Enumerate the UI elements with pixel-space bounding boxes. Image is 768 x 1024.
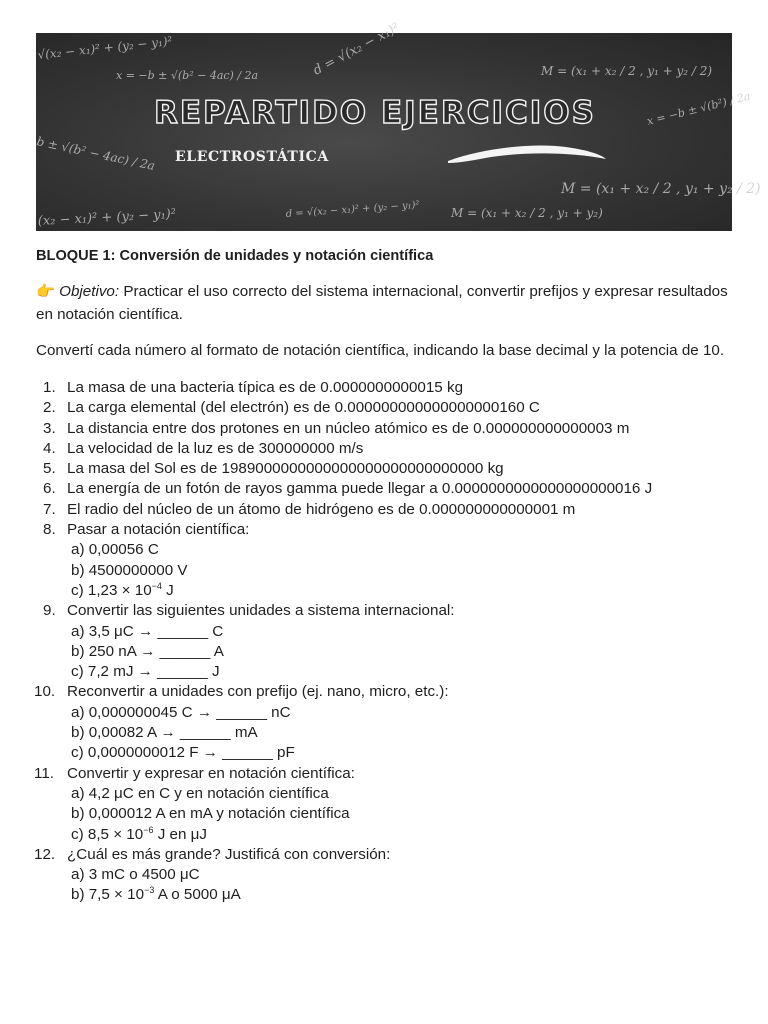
exercise-subitem: c) 0,0000000012 F → ______ pF [71,744,295,762]
formula-4: M = (x₁ + x₂ / 2 , y₁ + y₂ / 2) [541,64,713,78]
exercise-subitem: a) 0,00056 C [71,541,159,559]
banner-subtitle: ELECTROSTÁTICA [175,149,329,165]
exercise-text: El radio del núcleo de un átomo de hidrógeno es de 0.000000000000001 m [67,500,576,518]
document-body [36,246,736,906]
formula-2: x = −b ± √(b² − 4ac) / 2a [116,69,259,82]
exercise-text: Convertir las siguientes unidades a sistema internacional: [67,602,455,620]
exercise-item [36,520,736,601]
exercise-subitem: b) 0,00082 A → ______ mA [71,724,258,742]
formula-9: d = √(x₂ − x₁)² + (y₂ − y₁)² [285,199,420,220]
exercise-subitem: b) 250 nA → ______ A [71,642,224,660]
exercise-subitem: b) $7,5 \times 10^{-3}$ A o 5000 μA [71,885,241,904]
objective-label: Objetivo: [59,283,120,300]
exercise-item [36,845,736,906]
exercise-number: 7. [43,500,56,518]
exercise-item [36,479,736,499]
exercise-text: La masa de una bacteria típica es de 0.0000000000015 kg [67,379,464,396]
exercise-text: Reconvertir a unidades con prefijo (ej. nano, micro, etc.): [67,683,449,701]
instruction-paragraph: Convertí cada número al formato de notación científica, indicando la base decimal y la potencia de 10. [36,342,725,359]
exercise-item [36,378,736,398]
section-heading: BLOQUE 1: Conversión de unidades y notación científica [36,248,434,264]
exercise-text: Convertir y expresar en notación científica: [67,764,355,782]
exercise-number: 9. [43,602,56,620]
exercise-number: 12. [34,845,56,863]
chalk-swoosh [448,146,606,163]
exercise-list [36,378,736,906]
exercise-text: ¿Cuál es más grande? Justificá con conversión: [67,845,391,863]
exercise-subitem: b) 0,000012 A en mA y notación científica [71,805,350,823]
exercise-item [36,500,736,520]
formula-1: √(x₂ − x₁)² + (y₂ − y₁)² [36,33,173,62]
objective-text: Practicar el uso correcto del sistema internacional, convertir prefijos y expresar resultados en notación científica. [36,283,728,323]
objective-paragraph [36,280,736,326]
pointing-hand-icon: 👉 [36,283,55,300]
exercise-text: La velocidad de la luz es de 300000000 m/s [67,439,364,457]
exercise-subitem: c) $1,23 \times 10^{-4}$ J [71,580,174,599]
exercise-number: 2. [43,399,56,417]
exercise-text: La masa del Sol es de 1989000000000000000000000000000 kg [67,460,504,478]
formula-3: d = √(x₂ − x₁)² [310,20,403,79]
exercise-subitem: c) 7,2 mJ → ______ J [71,663,220,681]
exercise-text: Pasar a notación científica: [67,521,250,539]
banner-title: REPARTIDO EJERCICIOS [154,95,596,131]
exercise-number: 5. [43,460,56,478]
exercise-subitem: a) 4,2 μC en C y en notación científica [71,784,329,802]
exercise-item [36,601,736,682]
exercise-number: 11. [34,764,54,782]
exercise-subitem: c) $8,5 \times 10^{-6}$ J en μJ [71,824,207,843]
exercise-number: 8. [43,521,56,539]
header-banner [35,20,761,231]
exercise-item [36,764,736,845]
exercise-number: 1. [43,379,56,396]
exercise-subitem: a) 0,000000045 C → ______ nC [71,703,291,721]
exercise-number: 4. [43,439,56,457]
exercise-subitem: a) 3,5 μC → ______ C [71,622,224,640]
formula-5: x = −b ± √(b²) / 2a [645,89,752,128]
chalkboard-formulas [35,20,761,231]
exercise-number: 6. [43,480,56,498]
exercise-subitem: a) 3 mC o 4500 μC [71,866,200,884]
exercise-number: 3. [43,419,56,437]
exercise-number: 10. [34,683,56,701]
exercise-item [36,419,736,439]
exercise-text: La carga elemental (del electrón) es de 0.000000000000000000160 C [67,399,540,417]
formula-7: M = (x₁ + x₂ / 2 , y₁ + y₂ / 2) [561,181,761,197]
exercise-item [36,439,736,459]
exercise-text: La distancia entre dos protones en un núcleo atómico es de 0.000000000000003 m [67,419,630,437]
formula-6: b ± √(b² − 4ac) / 2a [35,134,157,173]
exercise-item [36,398,736,418]
exercise-subitem: b) 4500000000 V [71,561,188,579]
exercise-text: La energía de un fotón de rayos gamma puede llegar a 0.0000000000000000000016 J [67,480,653,498]
exercise-item [36,459,736,479]
exercise-item [36,682,736,763]
formula-10: M = (x₁ + x₂ / 2 , y₁ + y₂) [451,206,603,220]
formula-8: (x₂ − x₁)² + (y₂ − y₁)² [37,206,177,229]
